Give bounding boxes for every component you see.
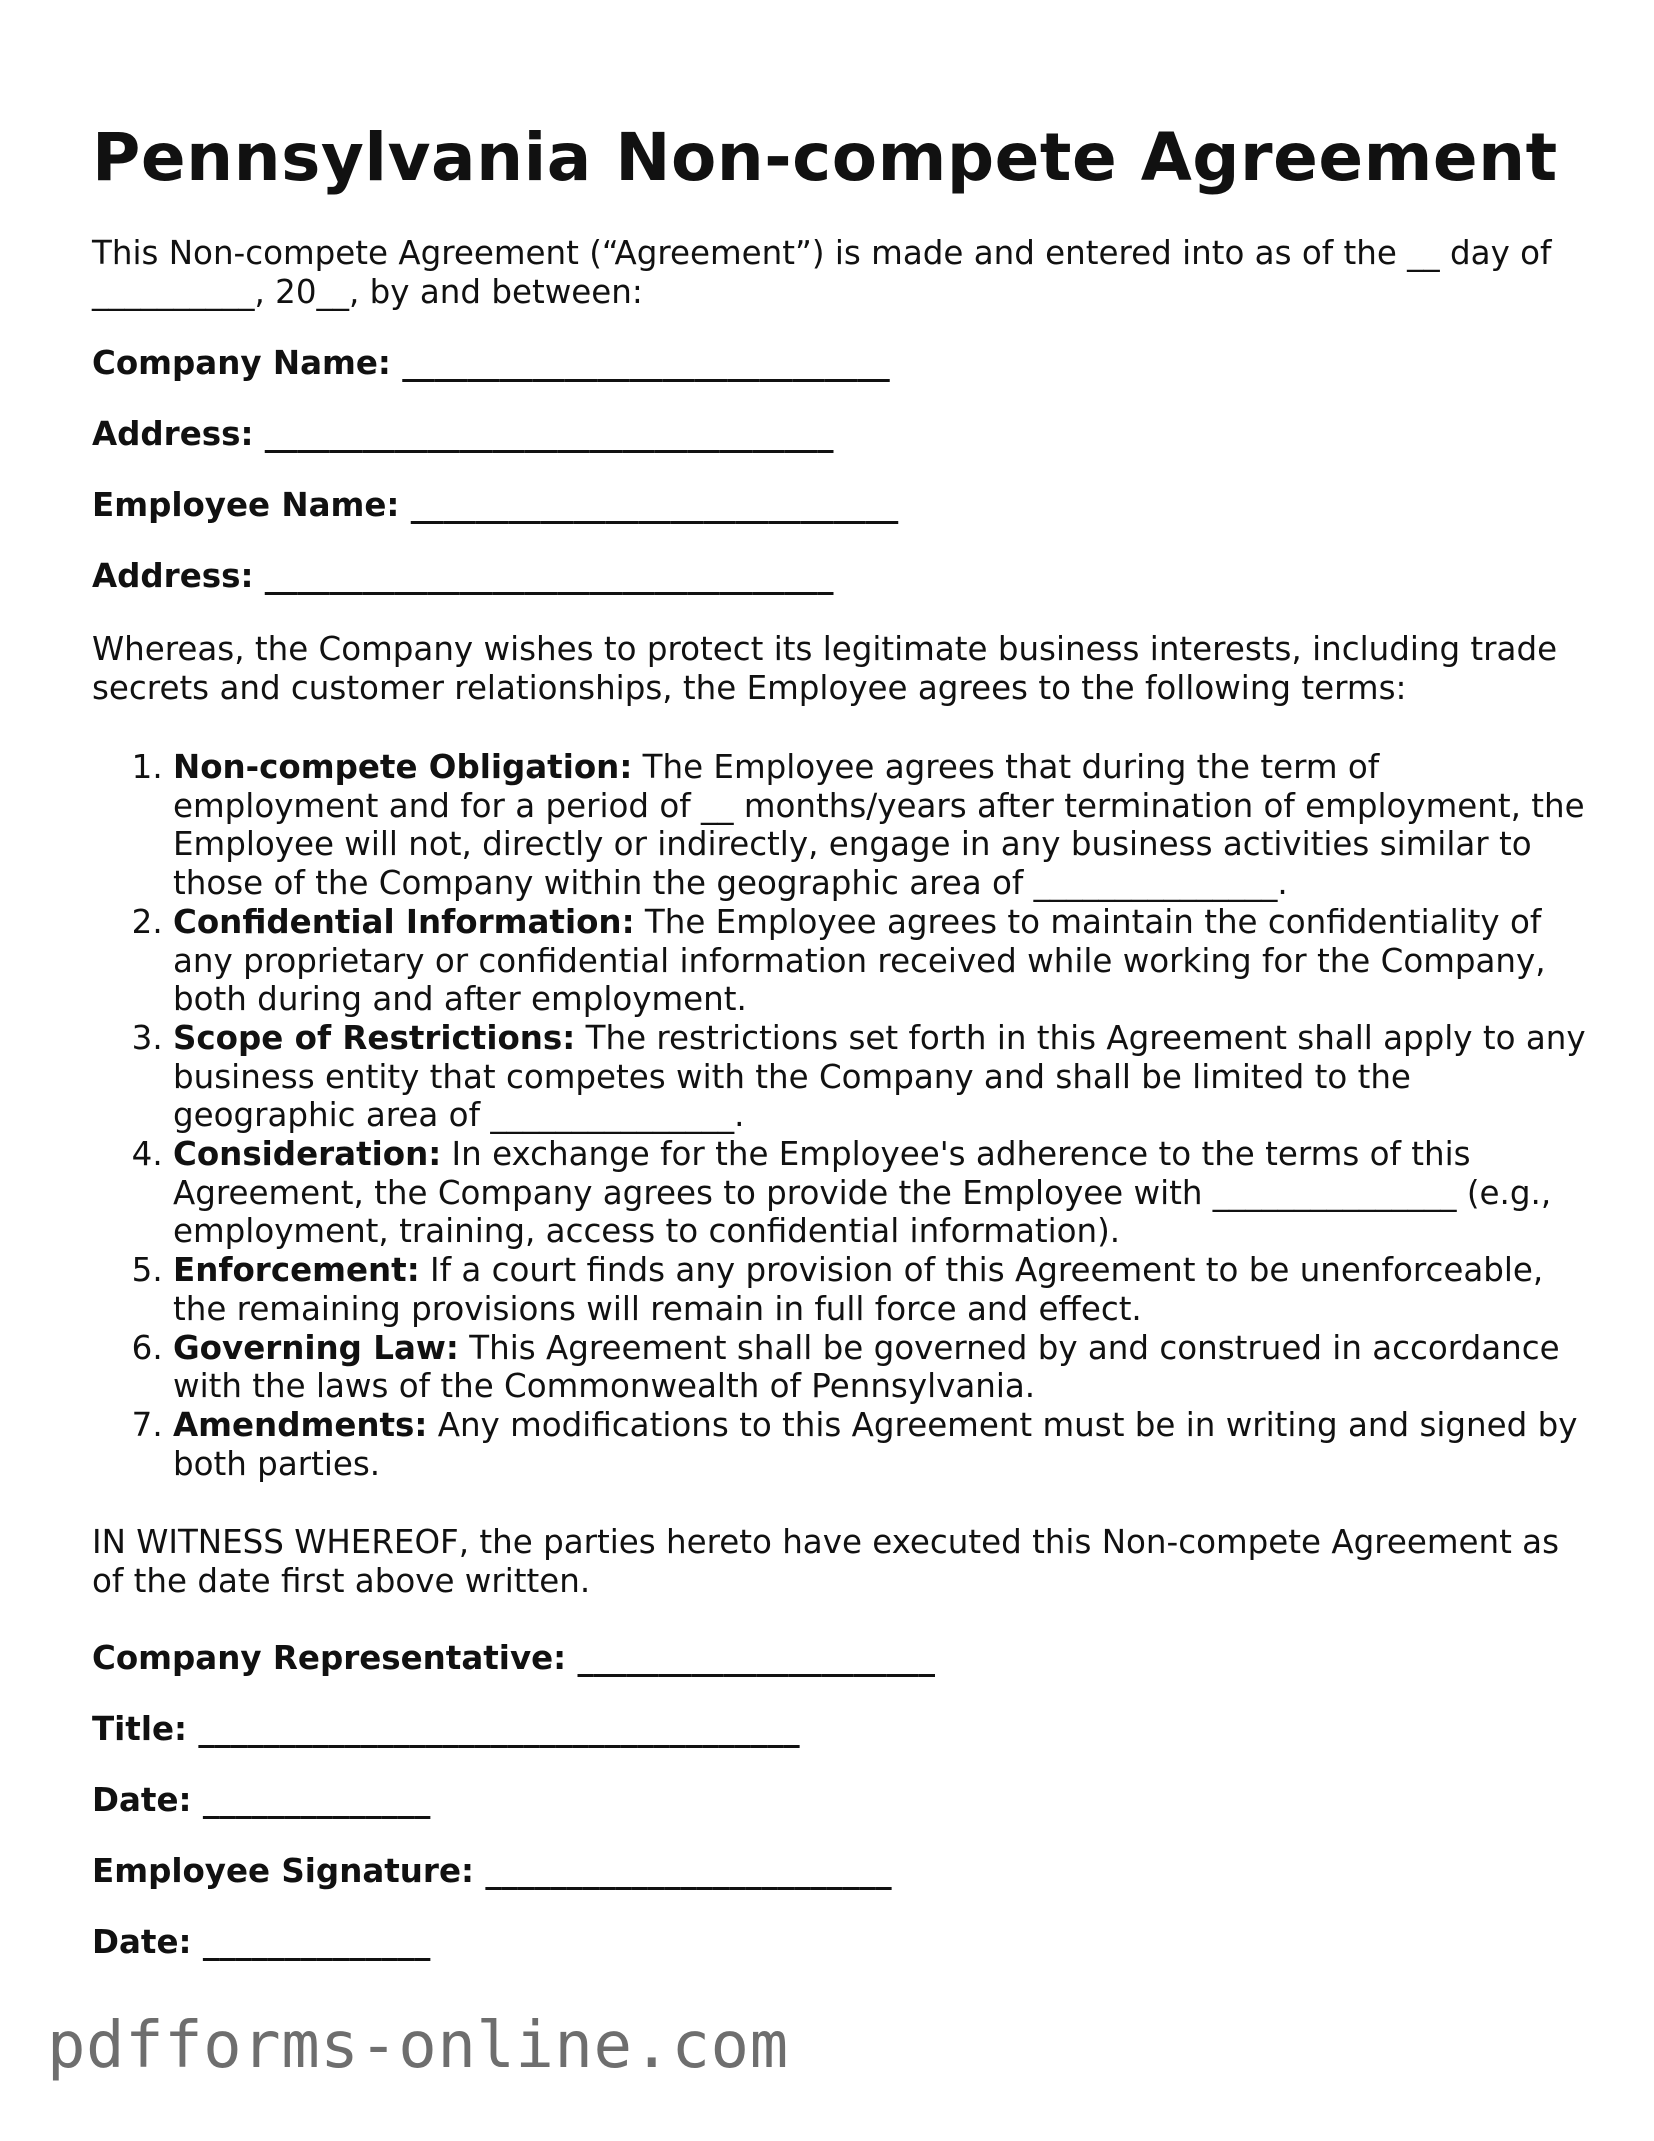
employee-address-field[interactable]: [92, 557, 1592, 596]
field-blank: _____________________________________: [198, 1710, 800, 1749]
term-heading: Enforcement:: [173, 1251, 420, 1290]
term-item: [173, 1135, 1592, 1251]
term-text: The restrictions set forth in this Agreement shall apply to any business entity that competes with the Company and shall be limited to the geographic area of _______________.: [173, 1018, 1586, 1135]
document-title: Pennsylvania Non-compete Agreement: [92, 119, 1558, 196]
term-heading: Confidential Information:: [173, 902, 635, 941]
term-item: [173, 748, 1592, 903]
term-text: If a court finds any provision of this Agreement to be unenforceable, the remaining provisions will remain in full force and effect.: [173, 1251, 1544, 1328]
company-representative-field[interactable]: [92, 1639, 1592, 1678]
term-heading: Scope of Restrictions:: [173, 1018, 576, 1057]
document-page: [92, 118, 1592, 1962]
term-item: [173, 1251, 1592, 1328]
witness-paragraph: IN WITNESS WHEREOF, the parties hereto have executed this Non-compete Agreement as of the date first above written.: [92, 1523, 1560, 1601]
company-date-field[interactable]: [92, 1781, 1592, 1820]
field-label: Employee Name:: [92, 486, 400, 524]
employee-date-field[interactable]: [92, 1923, 1592, 1962]
term-text: The Employee agrees that during the term of employment and for a period of __ months/years after termination of employment, the Employee will not, directly or indirectly, engage in any business activities similar to those of the Company within the geographic area of _______________.: [173, 748, 1585, 903]
employee-signature-field[interactable]: [92, 1852, 1592, 1891]
term-text: Any modifications to this Agreement must be in writing and signed by both parties.: [173, 1405, 1578, 1483]
terms-list: [92, 748, 1592, 1483]
term-heading: Amendments:: [173, 1405, 428, 1444]
field-label: Employee Signature:: [92, 1852, 475, 1891]
field-blank: ___________________________________: [264, 415, 834, 453]
field-label: Address:: [92, 557, 254, 595]
field-label: Address:: [92, 415, 254, 453]
term-text: In exchange for the Employee's adherence to the terms of this Agreement, the Company agrees to provide the Employee with _______________ (e.g., employment, training, access to confidential information).: [173, 1135, 1552, 1251]
field-blank: ______________: [202, 1781, 431, 1820]
field-blank: ______________________________: [410, 486, 899, 524]
field-blank: ______________________________: [402, 344, 890, 382]
whereas-paragraph: Whereas, the Company wishes to protect its legitimate business interests, including trade secrets and customer relationships, the Employee agrees to the following terms:: [92, 630, 1558, 707]
field-label: Date:: [92, 1781, 192, 1820]
company-name-field[interactable]: [92, 344, 1592, 383]
field-blank: ______________________: [577, 1639, 935, 1678]
term-text: This Agreement shall be governed by and construed in accordance with the laws of the Commonwealth of Pennsylvania.: [173, 1328, 1560, 1406]
term-item: [173, 1406, 1592, 1483]
term-heading: Non-compete Obligation:: [173, 748, 633, 786]
field-label: Company Representative:: [92, 1639, 567, 1678]
title-field[interactable]: [92, 1710, 1592, 1749]
intro-paragraph: This Non-compete Agreement (“Agreement”) is made and entered into as of the __ day of __________, 20__, by and between:: [92, 234, 1552, 311]
field-label: Company Name:: [92, 344, 391, 382]
term-item: [173, 903, 1592, 1019]
term-text: The Employee agrees to maintain the confidentiality of any proprietary or confidential information received while working for the Company, both during and after employment.: [173, 902, 1546, 1019]
employee-name-field[interactable]: [92, 486, 1592, 525]
term-heading: Consideration:: [173, 1135, 442, 1174]
field-blank: ___________________________________: [264, 557, 834, 595]
field-blank: _________________________: [485, 1852, 892, 1891]
term-item: [173, 1329, 1592, 1406]
field-label: Title:: [92, 1710, 188, 1749]
field-blank: ______________: [202, 1923, 431, 1962]
field-label: Date:: [92, 1923, 192, 1962]
term-heading: Governing Law:: [173, 1328, 459, 1367]
watermark: pdfforms-online.com: [47, 2009, 789, 2083]
company-address-field[interactable]: [92, 415, 1592, 454]
term-item: [173, 1019, 1592, 1135]
